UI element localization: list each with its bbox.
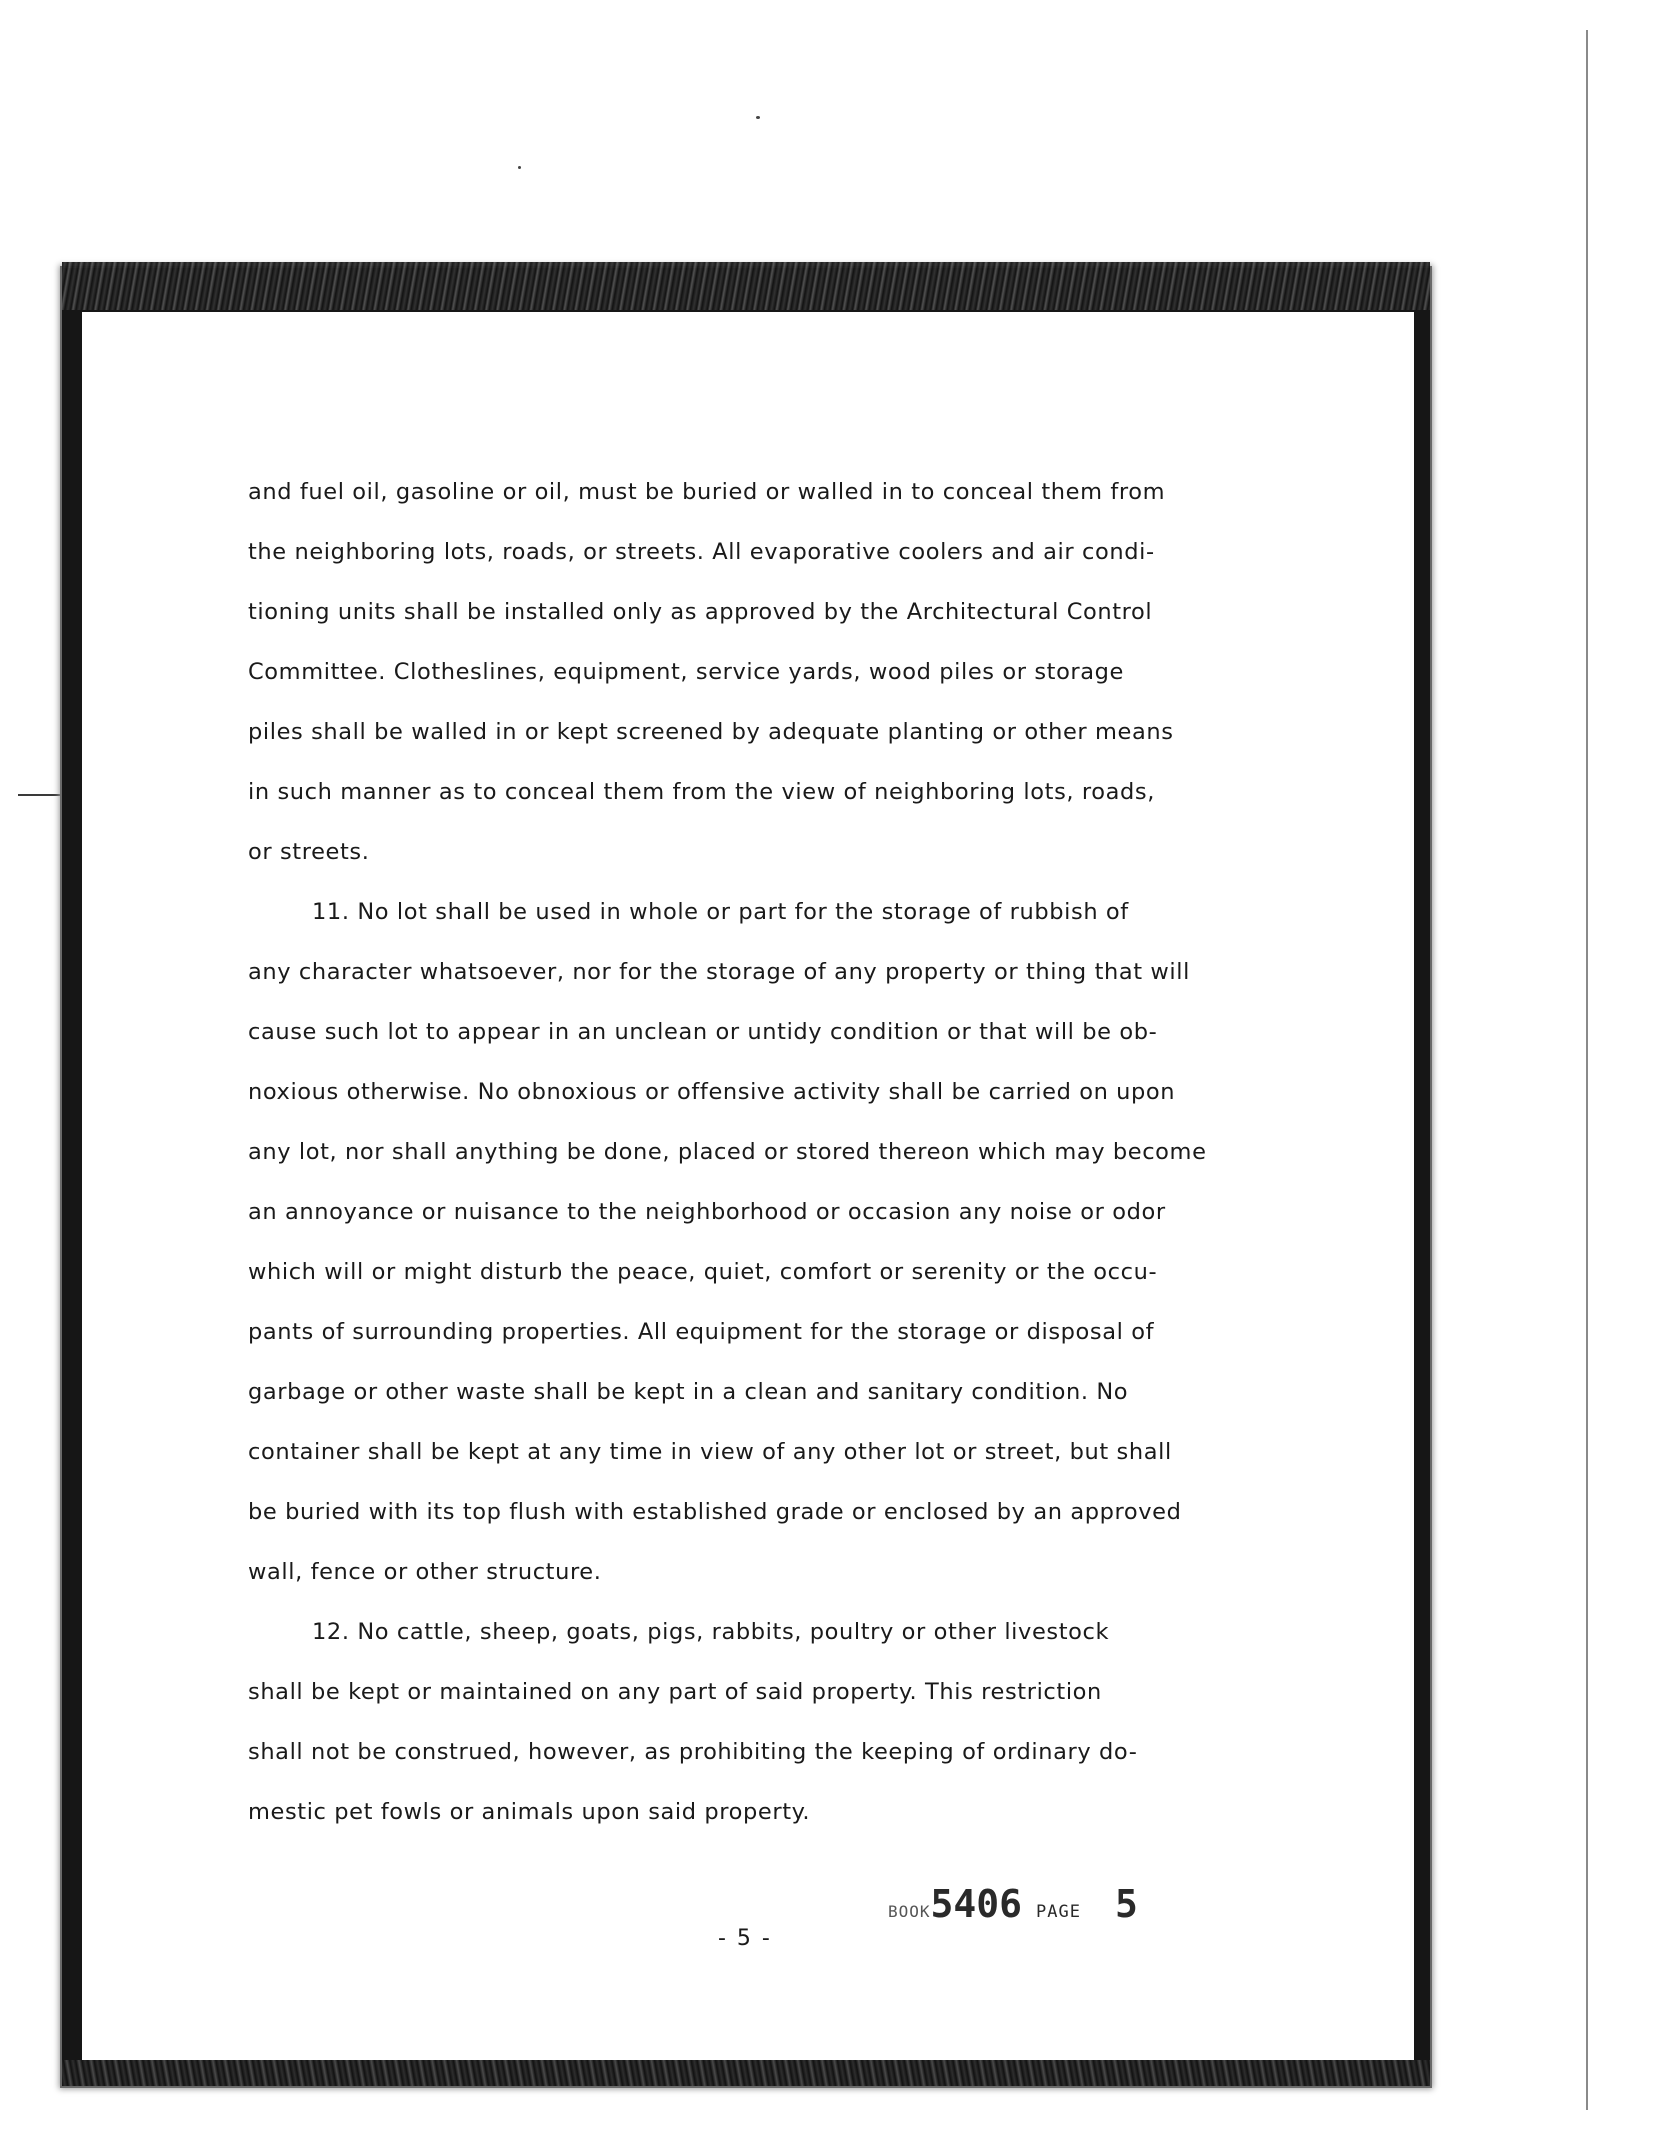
text-line: mestic pet fowls or animals upon said property.	[248, 1799, 811, 1825]
document-body	[248, 462, 1308, 1842]
paragraph-12-start: 12. No cattle, sheep, goats, pigs, rabbits, poultry or other livestock	[312, 1619, 1110, 1645]
text-line: and fuel oil, gasoline or oil, must be buried or walled in to conceal them from	[248, 479, 1166, 505]
page-number: - 5 -	[718, 1926, 772, 1951]
stamp-prefix: BOOK	[888, 1902, 931, 1921]
text-line: which will or might disturb the peace, quiet, comfort or serenity or the occu-	[248, 1259, 1158, 1285]
text-line: pants of surrounding properties. All equipment for the storage or disposal of	[248, 1319, 1155, 1345]
text-line: tioning units shall be installed only as approved by the Architectural Control	[248, 599, 1153, 625]
frame-top-edge	[62, 262, 1430, 310]
book-number: 5406	[930, 1882, 1023, 1926]
text-line: container shall be kept at any time in view of any other lot or street, but shall	[248, 1439, 1172, 1465]
scan-edge-line	[1586, 30, 1588, 2110]
text-line: in such manner as to conceal them from the view of neighboring lots, roads,	[248, 779, 1155, 805]
text-line: or streets.	[248, 839, 370, 865]
recording-stamp	[888, 1882, 1138, 1926]
text-line: piles shall be walled in or kept screened by adequate planting or other means	[248, 719, 1174, 745]
paragraph-11-start: 11. No lot shall be used in whole or part for the storage of rubbish of	[312, 899, 1129, 925]
frame-bottom-edge	[62, 2060, 1430, 2086]
text-line: noxious otherwise. No obnoxious or offensive activity shall be carried on upon	[248, 1079, 1176, 1105]
text-line: any lot, nor shall anything be done, placed or stored thereon which may become	[248, 1139, 1207, 1165]
text-line: the neighboring lots, roads, or streets. All evaporative coolers and air condi-	[248, 539, 1155, 565]
text-line: cause such lot to appear in an unclean or untidy condition or that will be ob-	[248, 1019, 1158, 1045]
page-label: PAGE	[1036, 1902, 1081, 1922]
text-line: Committee. Clotheslines, equipment, service yards, wood piles or storage	[248, 659, 1124, 685]
text-line: shall not be construed, however, as prohibiting the keeping of ordinary do-	[248, 1739, 1138, 1765]
text-line: garbage or other waste shall be kept in a clean and sanitary condition. No	[248, 1379, 1129, 1405]
text-line: any character whatsoever, nor for the storage of any property or thing that will	[248, 959, 1190, 985]
scan-speck	[756, 116, 760, 119]
page-value: 5	[1115, 1882, 1138, 1926]
scan-speck	[518, 166, 521, 169]
text-line: be buried with its top flush with established grade or enclosed by an approved	[248, 1499, 1182, 1525]
text-line: an annoyance or nuisance to the neighborhood or occasion any noise or odor	[248, 1199, 1166, 1225]
text-line: wall, fence or other structure.	[248, 1559, 602, 1585]
text-line: shall be kept or maintained on any part of said property. This restriction	[248, 1679, 1102, 1705]
